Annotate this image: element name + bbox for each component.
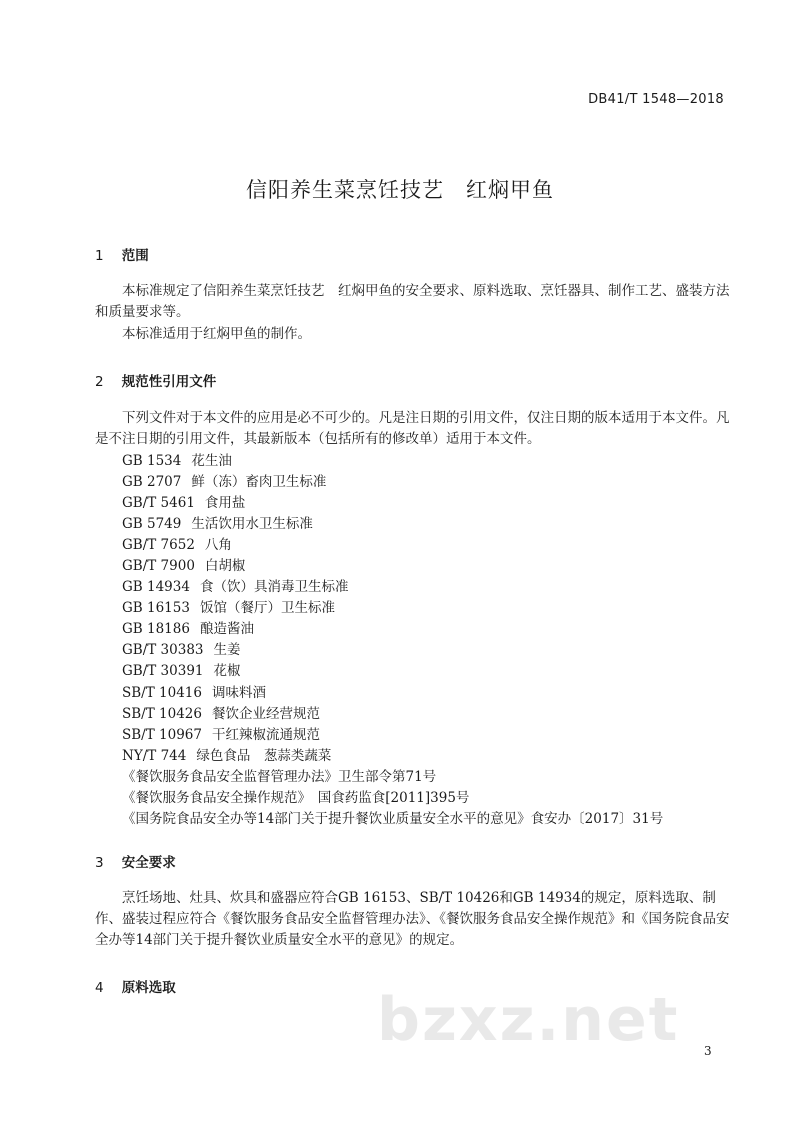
reference-code: GB/T 30391 [122,663,204,680]
section-title: 规范性引用文件 [121,374,217,390]
reference-item [122,788,742,809]
reference-title: 生活饮用水卫生标准 [191,516,313,533]
reference-code: NY/T 744 [122,747,187,764]
reference-item [122,767,742,788]
reference-item [122,640,742,661]
reference-item [122,619,742,640]
reference-code: SB/T 10967 [122,726,202,743]
reference-title: 干红辣椒流通规范 [211,726,320,743]
reference-title: 八角 [204,537,232,554]
reference-item [122,746,742,767]
reference-item [122,514,742,535]
reference-code: GB/T 30383 [122,642,204,659]
reference-title: 白胡椒 [204,558,246,575]
reference-title: 花椒 [213,663,241,680]
reference-title: 绿色食品 葱蒜类蔬菜 [196,747,332,764]
reference-title: 调味料酒 [211,684,266,701]
document-title: 信阳养生菜烹饪技艺 红焖甲鱼 [246,178,554,202]
section-number: 4 [95,980,104,996]
reference-title: 饭馆（餐厅）卫生标准 [199,600,335,617]
section-heading-safety [95,851,176,871]
reference-code: GB 16153 [122,600,190,617]
reference-item [122,683,742,704]
reference-title: 花生油 [191,453,232,469]
section-number: 2 [95,374,104,390]
reference-item [122,598,742,619]
reference-code: GB 2707 [122,474,182,491]
section-heading-scope [95,244,149,264]
section-number: 3 [95,855,104,871]
reference-title: 鲜（冻）畜肉卫生标准 [191,474,327,491]
section-number: 1 [95,248,104,264]
references-intro-paragraph: 下列文件对于本文件的应用是必不可少的。凡是注日期的引用文件，仅注日期的版本适用于本文件。凡是不注日期的引用文件，其最新版本（包括所有的修改单）适用于本文件。 [95,410,730,447]
reference-code: GB/T 7652 [122,537,195,554]
reference-item [122,725,742,746]
reference-item [122,704,742,725]
reference-code: GB 14934 [122,579,190,596]
reference-title: 食用盐 [204,495,246,512]
safety-paragraph: 烹饪场地、灶具、炊具和盛器应符合GB 16153、SB/T 10426和GB 14934的规定，原料选取、制作、盛装过程应符合《餐饮服务食品安全监督管理办法》、《餐饮服务食品安全操作规范》和《国务院食品安全办等14部门关于提升餐饮业质量安全水平的意见》的规定。 [95,890,730,948]
reference-item [122,809,742,830]
reference-title: 食（饮）具消毒卫生标准 [199,579,349,596]
reference-code: SB/T 10416 [122,684,202,701]
reference-item [122,535,742,556]
reference-code: SB/T 10426 [122,705,202,722]
reference-title: 《餐饮服务食品安全监督管理办法》卫生部令第71号 [122,768,437,785]
reference-item [122,472,742,493]
scope-paragraph-2: 本标准适用于红焖甲鱼的制作。 [122,326,311,342]
reference-item [122,451,742,472]
section-heading-raw-materials [95,976,176,996]
reference-code: GB 5749 [122,516,182,533]
standard-code: DB41/T 1548—2018 [588,92,724,107]
reference-code: GB 1534 [122,453,182,469]
page-number: 3 [704,1044,712,1058]
watermark: bzxz.net [377,985,680,1055]
reference-code: GB 18186 [122,621,190,638]
section-title: 原料选取 [121,980,176,996]
reference-title: 生姜 [213,642,241,659]
reference-item [122,577,742,598]
scope-paragraph-1: 本标准规定了信阳养生菜烹饪技艺 红焖甲鱼的安全要求、原料选取、烹饪器具、制作工艺、盛装方法和质量要求等。 [95,283,730,320]
reference-title: 《国务院食品安全办等14部门关于提升餐饮业质量安全水平的意见》食安办〔2017〕31号 [122,810,664,827]
reference-code: GB/T 7900 [122,558,195,575]
reference-item [122,661,742,682]
section-heading-references [95,370,216,390]
reference-title: 餐饮企业经营规范 [211,705,320,722]
section-title: 范围 [121,248,149,264]
reference-item [122,493,742,514]
reference-title: 酿造酱油 [199,621,254,638]
reference-list [122,451,742,830]
reference-code: GB/T 5461 [122,495,195,512]
reference-item [122,556,742,577]
section-title: 安全要求 [121,855,176,871]
reference-title: 《餐饮服务食品安全操作规范》 国食药监食[2011]395号 [122,789,470,806]
